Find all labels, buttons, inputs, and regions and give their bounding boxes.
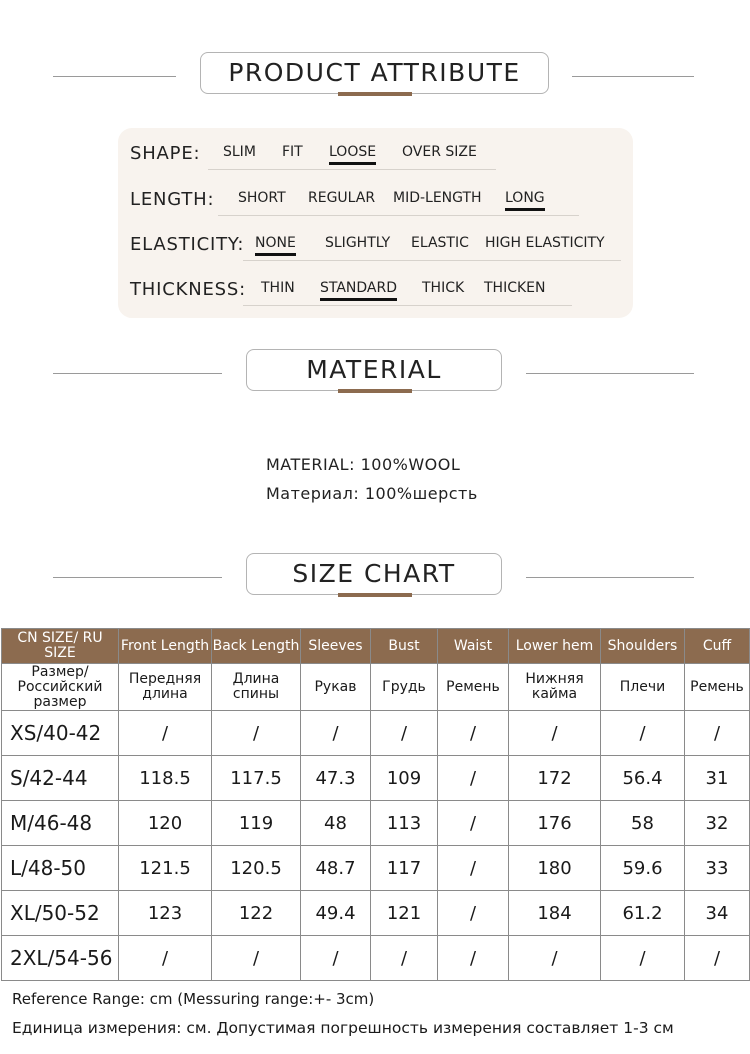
product-attribute-title: PRODUCT ATTRIBUTE <box>200 52 549 94</box>
attribute-label: ELASTICITY: <box>130 234 245 255</box>
material-line-ru <box>266 484 478 503</box>
column-header: Waist <box>438 629 509 664</box>
table-cell: / <box>509 936 601 981</box>
table-cell: 119 <box>212 801 301 846</box>
table-cell: / <box>438 936 509 981</box>
material-line-en <box>266 455 460 474</box>
attribute-option: MID-LENGTH <box>393 190 482 206</box>
table-cell: / <box>601 711 685 756</box>
attribute-option-selected: LONG <box>505 190 545 206</box>
table-cell: / <box>438 846 509 891</box>
column-header-ru: Передняя длина <box>119 664 212 711</box>
table-row <box>2 801 750 846</box>
attribute-row-elasticity <box>118 224 633 264</box>
column-header: Cuff <box>685 629 750 664</box>
attribute-option: ELASTIC <box>411 235 469 251</box>
attribute-option: HIGH ELASTICITY <box>485 235 605 251</box>
attribute-baseline <box>243 305 572 306</box>
table-row <box>2 711 750 756</box>
table-cell: / <box>212 936 301 981</box>
attribute-option: THIN <box>261 280 295 296</box>
attribute-row-thickness <box>118 269 633 309</box>
table-cell: 59.6 <box>601 846 685 891</box>
table-header-row-ru <box>2 664 750 711</box>
material-value: 100%WOOL <box>360 455 461 474</box>
table-cell: 48 <box>301 801 371 846</box>
table-cell: 117.5 <box>212 756 301 801</box>
material-header <box>0 349 750 399</box>
attribute-option-selected: LOOSE <box>329 144 377 160</box>
table-cell: 118.5 <box>119 756 212 801</box>
size-label-cell: XL/50-52 <box>2 891 119 936</box>
table-cell: / <box>438 756 509 801</box>
attribute-label: SHAPE: <box>130 143 201 164</box>
attribute-row-shape <box>118 133 633 173</box>
material-title: MATERIAL <box>246 349 502 391</box>
attribute-option: THICK <box>422 280 465 296</box>
table-cell: / <box>509 711 601 756</box>
reference-range-note-ru: Единица измерения: см. Допустимая погрешность измерения составляет 1-3 см <box>12 1019 674 1037</box>
table-cell: 56.4 <box>601 756 685 801</box>
column-header-ru: Грудь <box>371 664 438 711</box>
material-label-ru: Материал: <box>266 484 360 503</box>
divider-right <box>572 76 694 77</box>
divider-left <box>53 577 222 578</box>
size-label-cell: XS/40-42 <box>2 711 119 756</box>
attribute-row-length <box>118 179 633 219</box>
size-chart-title: SIZE CHART <box>246 553 502 595</box>
material-value-ru: 100%шерсть <box>364 484 478 503</box>
column-header: Sleeves <box>301 629 371 664</box>
table-cell: / <box>301 711 371 756</box>
column-header: CN SIZE/ RU SIZE <box>2 629 119 664</box>
table-cell: 34 <box>685 891 750 936</box>
column-header: Front Length <box>119 629 212 664</box>
attribute-baseline <box>243 260 621 261</box>
column-header: Bust <box>371 629 438 664</box>
table-cell: 33 <box>685 846 750 891</box>
divider-left <box>53 373 222 374</box>
attribute-option: SHORT <box>238 190 286 206</box>
table-cell: / <box>371 711 438 756</box>
column-header-ru: Размер/ Российский размер <box>2 664 119 711</box>
table-row <box>2 936 750 981</box>
column-header-ru: Ремень <box>685 664 750 711</box>
table-cell: 32 <box>685 801 750 846</box>
title-accent <box>338 593 412 597</box>
table-cell: 121 <box>371 891 438 936</box>
divider-right <box>526 373 694 374</box>
table-cell: / <box>685 936 750 981</box>
table-cell: 121.5 <box>119 846 212 891</box>
column-header-ru: Ремень <box>438 664 509 711</box>
table-row <box>2 756 750 801</box>
column-header-ru: Длина спины <box>212 664 301 711</box>
column-header-ru: Нижняя кайма <box>509 664 601 711</box>
divider-left <box>53 76 176 77</box>
table-cell: / <box>119 936 212 981</box>
attribute-label: THICKNESS: <box>130 279 246 300</box>
attribute-option: FIT <box>282 144 303 160</box>
table-cell: 172 <box>509 756 601 801</box>
divider-right <box>526 577 694 578</box>
table-cell: 123 <box>119 891 212 936</box>
title-accent <box>338 389 412 393</box>
attribute-option: SLIGHTLY <box>325 235 391 251</box>
table-cell: 176 <box>509 801 601 846</box>
attribute-option: THICKEN <box>484 280 546 296</box>
attribute-option: OVER SIZE <box>402 144 477 160</box>
attribute-panel <box>118 128 633 318</box>
table-cell: / <box>212 711 301 756</box>
table-cell: 184 <box>509 891 601 936</box>
column-header: Shoulders <box>601 629 685 664</box>
material-label: MATERIAL: <box>266 455 355 474</box>
size-table <box>1 628 750 981</box>
attribute-option: REGULAR <box>308 190 376 206</box>
title-accent <box>338 92 412 96</box>
column-header: Lower hem <box>509 629 601 664</box>
table-cell: 109 <box>371 756 438 801</box>
attribute-option: SLIM <box>223 144 256 160</box>
table-cell: / <box>438 891 509 936</box>
table-cell: / <box>119 711 212 756</box>
column-header: Back Length <box>212 629 301 664</box>
column-header-ru: Плечи <box>601 664 685 711</box>
table-cell: 47.3 <box>301 756 371 801</box>
table-cell: / <box>301 936 371 981</box>
table-cell: 48.7 <box>301 846 371 891</box>
table-cell: / <box>601 936 685 981</box>
table-cell: / <box>685 711 750 756</box>
table-row <box>2 846 750 891</box>
table-cell: 180 <box>509 846 601 891</box>
column-header-ru: Рукав <box>301 664 371 711</box>
table-cell: / <box>438 801 509 846</box>
table-cell: 61.2 <box>601 891 685 936</box>
table-cell: 58 <box>601 801 685 846</box>
table-row <box>2 891 750 936</box>
size-table-body <box>2 711 750 981</box>
size-label-cell: L/48-50 <box>2 846 119 891</box>
size-label-cell: S/42-44 <box>2 756 119 801</box>
table-cell: 113 <box>371 801 438 846</box>
size-label-cell: M/46-48 <box>2 801 119 846</box>
attribute-label: LENGTH: <box>130 189 215 210</box>
table-cell: 117 <box>371 846 438 891</box>
size-chart-header <box>0 553 750 603</box>
table-cell: 31 <box>685 756 750 801</box>
table-cell: 49.4 <box>301 891 371 936</box>
table-header-row <box>2 629 750 664</box>
attribute-option-selected: STANDARD <box>320 280 398 296</box>
reference-range-note: Reference Range: cm (Messuring range:+- 3cm) <box>12 990 375 1008</box>
table-cell: 120 <box>119 801 212 846</box>
attribute-baseline <box>218 215 579 216</box>
product-attribute-header <box>0 52 750 102</box>
table-cell: / <box>438 711 509 756</box>
attribute-option-selected: NONE <box>255 235 296 251</box>
table-cell: 122 <box>212 891 301 936</box>
size-label-cell: 2XL/54-56 <box>2 936 119 981</box>
table-cell: / <box>371 936 438 981</box>
table-cell: 120.5 <box>212 846 301 891</box>
attribute-baseline <box>208 169 496 170</box>
